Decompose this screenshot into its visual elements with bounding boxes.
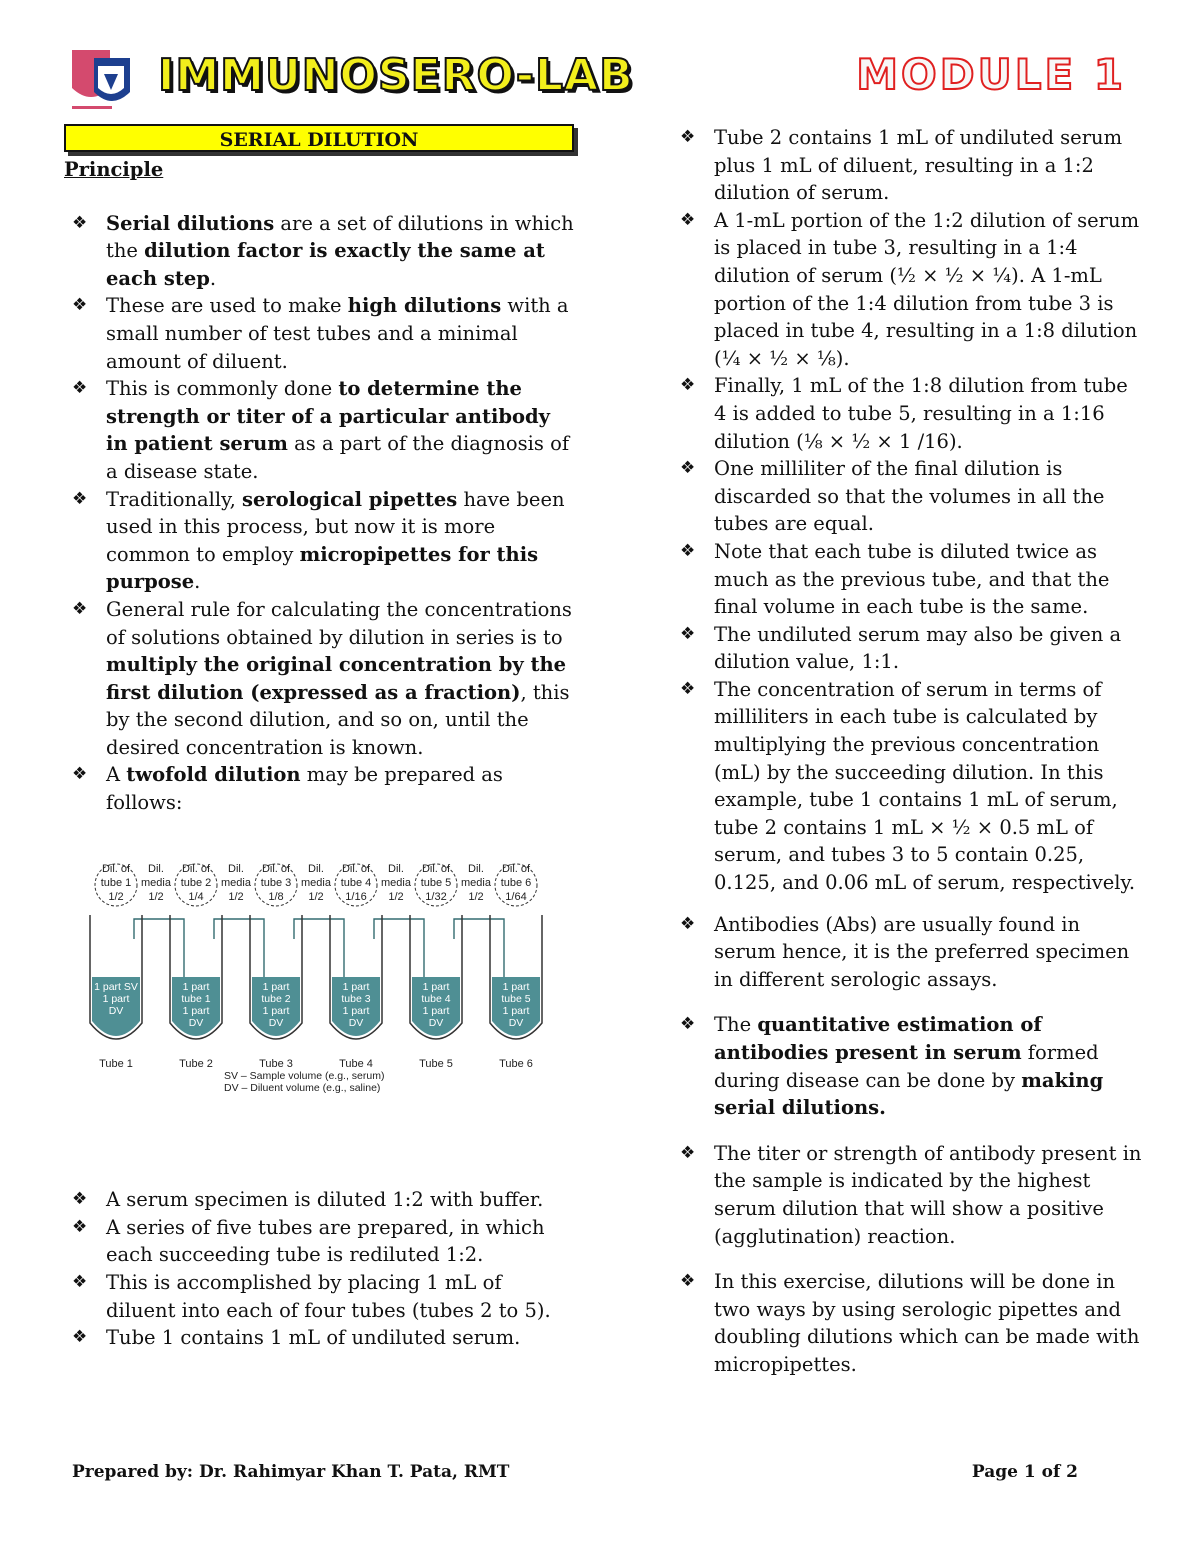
- text: A series of five tubes are prepared, in which each succeeding tube is rediluted 1:2.: [106, 1215, 545, 1267]
- dilution-label-line1: Dil.: [388, 862, 404, 875]
- tube-name: Tube 2: [179, 1057, 213, 1070]
- bullet-item: [64, 1214, 576, 1269]
- bullet-item: [64, 375, 576, 485]
- school-logo: [64, 44, 136, 116]
- tube-content-label: DV: [348, 1016, 364, 1029]
- bullet-item: [672, 538, 1142, 621]
- dilution-label-line1: Dil. of: [421, 862, 451, 875]
- bullet-item: [672, 1268, 1142, 1378]
- dilution-label-line2: tube 1: [100, 876, 132, 889]
- dilution-label-line2: media: [461, 876, 491, 889]
- tube-content-label: DV: [108, 1004, 124, 1017]
- dilution-label-line1: Dil.: [148, 862, 164, 875]
- dilution-label-line3: 1/16: [345, 890, 367, 903]
- text: as a part of the diagnosis of a disease state.: [106, 432, 570, 483]
- dilution-label-line1: Dil.: [308, 862, 324, 875]
- bullet-item: [64, 210, 576, 293]
- dilution-label-line1: Dil. of: [261, 862, 291, 875]
- bold-text: Serial dilutions: [106, 211, 275, 235]
- tube-content-label: DV: [428, 1016, 444, 1029]
- dilution-label-line2: tube 3: [260, 876, 292, 889]
- text: Tube 2 contains 1 mL of undiluted serum plus 1 mL of diluent, resulting in a 1:2 dilution of serum.: [714, 126, 1123, 205]
- text: .: [209, 266, 217, 290]
- tube-content-label: 1 part: [502, 980, 530, 993]
- dilution-label-line1: Dil. of: [181, 862, 211, 875]
- diamond-bullet-icon: ❖: [680, 458, 696, 479]
- module-label: MODULE 1: [856, 50, 1126, 99]
- tube-content-label: 1 part: [422, 1004, 450, 1017]
- bold-text: making serial dilutions.: [714, 1068, 1104, 1120]
- bold-text: high dilutions: [347, 294, 502, 318]
- diamond-bullet-icon: ❖: [680, 127, 696, 147]
- diagram-legend: SV – Sample volume (e.g., serum): [224, 1069, 385, 1082]
- notes-list: [672, 911, 1142, 1379]
- text: A 1-mL portion of the 1:2 dilution of serum is placed in tube 3, resulting in a 1:4 dilution of serum (½ × ½ × ¼). A 1-mL portion of the 1:4 dilution from tube 3 is placed in tube 4, resulting in a 1:8 dilution (¼ × ½ × ⅛).: [714, 208, 1140, 370]
- bold-text: dilution factor is exactly the same at each step: [106, 239, 545, 290]
- principle-list: [64, 210, 576, 817]
- diamond-bullet-icon: ❖: [680, 209, 696, 230]
- tube-content-label: 1 part SV: [94, 980, 138, 993]
- bold-text: quantitative estimation of antibodies present in serum: [714, 1013, 1042, 1064]
- tube-content-label: tube 1: [181, 992, 211, 1005]
- serial-dilution-diagram: [86, 853, 576, 1093]
- text: have been used in this process, but now it is more common to employ: [106, 487, 565, 566]
- text: Note that each tube is diluted twice as much as the previous tube, and that the final volume in each tube is the same.: [714, 539, 1110, 619]
- tube-content-label: 1 part: [102, 992, 130, 1005]
- tube-content-label: DV: [188, 1016, 204, 1029]
- tube-name: Tube 3: [259, 1057, 293, 1070]
- diamond-bullet-icon: ❖: [72, 764, 88, 785]
- section-title: SERIAL DILUTION: [64, 124, 574, 152]
- diamond-bullet-icon: ❖: [72, 488, 88, 509]
- dilution-label-line3: 1/32: [425, 890, 447, 903]
- tube-content-label: 1 part: [422, 980, 450, 993]
- bullet-item: [672, 1011, 1142, 1121]
- dilution-label-line3: 1/2: [388, 890, 404, 903]
- text: with a small number of test tubes and a minimal amount of diluent.: [106, 294, 569, 373]
- dilution-label-line1: Dil. of: [101, 862, 131, 875]
- bullet-item: [64, 1324, 576, 1352]
- tube-name: Tube 4: [339, 1057, 373, 1070]
- bullet-item: [672, 372, 1142, 455]
- bullet-item: [672, 911, 1142, 994]
- dilution-label-line3: 1/2: [228, 890, 244, 903]
- principle-heading: Principle: [64, 158, 164, 181]
- dilution-label-line1: Dil.: [468, 862, 484, 875]
- bullet-item: [672, 1140, 1142, 1250]
- dilution-label-line2: media: [301, 876, 331, 889]
- diamond-bullet-icon: ❖: [680, 678, 696, 699]
- left-column: [64, 124, 576, 1352]
- text: One milliliter of the final dilution is discarded so that the volumes in all the tubes are equal.: [714, 457, 1105, 536]
- diamond-bullet-icon: ❖: [72, 1272, 88, 1293]
- tube-content-label: tube 5: [501, 992, 531, 1005]
- tube-content-label: tube 2: [261, 992, 291, 1005]
- diamond-bullet-icon: ❖: [680, 375, 696, 396]
- diamond-bullet-icon: ❖: [72, 598, 88, 619]
- diagram-legend: DV – Diluent volume (e.g., saline): [224, 1081, 381, 1093]
- text: These are used to make: [106, 294, 348, 318]
- text: formed during disease can be done by: [714, 1041, 1099, 1092]
- text: General rule for calculating the concentrations of solutions obtained by dilution in series is to: [106, 597, 572, 649]
- bold-text: serological pipettes: [241, 487, 458, 511]
- bold-text: micropipettes for this purpose: [106, 542, 539, 594]
- dilution-label-line2: media: [221, 876, 251, 889]
- text: This is accomplished by placing 1 mL of diluent into each of four tubes (tubes 2 to 5).: [106, 1271, 551, 1322]
- tube-content-label: DV: [268, 1016, 284, 1029]
- diamond-bullet-icon: ❖: [680, 540, 696, 561]
- tube-name: Tube 1: [99, 1057, 133, 1070]
- dilution-label-line2: media: [141, 876, 171, 889]
- tube-content-label: 1 part: [342, 980, 370, 993]
- bold-text: multiply the original concentration by the first dilution (expressed as a fraction): [106, 653, 567, 704]
- diamond-bullet-icon: ❖: [680, 913, 696, 934]
- dilution-label-line3: 1/2: [148, 890, 164, 903]
- page-number: Page 1 of 2: [971, 1462, 1078, 1482]
- dilution-label-line2: tube 4: [340, 876, 372, 889]
- tube-content-label: 1 part: [262, 980, 290, 993]
- text: Traditionally,: [106, 487, 242, 511]
- bullet-item: [672, 207, 1142, 373]
- bullet-item: [64, 1269, 576, 1324]
- text: The titer or strength of antibody present in the sample is indicated by the highest serum dilution that will show a positive (agglutination) reaction.: [714, 1141, 1142, 1248]
- text: , this by the second dilution, and so on, until the desired concentration is known.: [106, 680, 570, 759]
- dilution-label-line3: 1/2: [468, 890, 484, 903]
- dilution-label-line3: 1/2: [308, 890, 324, 903]
- bullet-item: [64, 596, 576, 762]
- bullet-item: [64, 1186, 576, 1214]
- tube-content-label: DV: [508, 1016, 524, 1029]
- diamond-bullet-icon: ❖: [680, 1014, 696, 1035]
- dilution-label-line1: Dil. of: [501, 862, 531, 875]
- text: The undiluted serum may also be given a dilution value, 1:1.: [714, 622, 1122, 674]
- procedure-list-continued: [672, 124, 1142, 897]
- tube-content-label: tube 3: [341, 992, 371, 1005]
- bullet-item: [64, 761, 576, 816]
- tube-content-label: 1 part: [502, 1004, 530, 1017]
- lab-title: IMMUNOSERO-LAB: [158, 50, 634, 101]
- bullet-item: [672, 621, 1142, 676]
- tube-content-label: 1 part: [182, 1004, 210, 1017]
- text: The: [714, 1013, 758, 1037]
- dilution-label-line1: Dil. of: [341, 862, 371, 875]
- dilution-label-line3: 1/4: [188, 890, 204, 903]
- dilution-label-line3: 1/64: [505, 890, 527, 903]
- dilution-label-line3: 1/2: [108, 890, 124, 903]
- bold-text: twofold dilution: [126, 763, 301, 787]
- diamond-bullet-icon: ❖: [72, 378, 88, 399]
- diamond-bullet-icon: ❖: [72, 212, 88, 233]
- bullet-item: [64, 486, 576, 596]
- text: Tube 1 contains 1 mL of undiluted serum.: [106, 1326, 521, 1350]
- diamond-bullet-icon: ❖: [680, 623, 696, 644]
- tube-content-label: 1 part: [262, 1004, 290, 1017]
- dilution-label-line2: tube 6: [500, 876, 532, 889]
- tube-content-label: tube 4: [421, 992, 451, 1005]
- text: The concentration of serum in terms of milliliters in each tube is calculated by multiplying the previous concentration (mL) by the succeeding dilution. In this example, tube 1 contains 1 mL of serum, tube 2 contains 1 mL × ½ × 0.5 mL of serum, and tubes 3 to 5 contain 0.25, 0.125, and 0.06 mL of serum, respectively.: [714, 677, 1136, 895]
- dilution-label-line2: media: [381, 876, 411, 889]
- dilution-label-line2: tube 2: [180, 876, 212, 889]
- bullet-item: [64, 292, 576, 375]
- diamond-bullet-icon: ❖: [72, 1327, 88, 1348]
- tube-name: Tube 5: [419, 1057, 453, 1070]
- diamond-bullet-icon: ❖: [680, 1271, 696, 1292]
- bullet-item: [672, 124, 1142, 207]
- text: In this exercise, dilutions will be done in two ways by using serologic pipettes and doubling dilutions which can be made with micropipettes.: [714, 1270, 1140, 1376]
- text: .: [194, 570, 201, 594]
- diamond-bullet-icon: ❖: [72, 1216, 88, 1237]
- dilution-label-line3: 1/8: [268, 890, 284, 903]
- diamond-bullet-icon: ❖: [680, 1142, 696, 1163]
- bullet-item: [672, 676, 1142, 897]
- bold-text: to determine the strength or titer of a particular antibody in patient serum: [106, 377, 550, 456]
- tube-content-label: 1 part: [182, 980, 210, 993]
- text: A: [106, 763, 127, 787]
- right-column: [672, 124, 1142, 1379]
- text: may be prepared as follows:: [106, 763, 503, 815]
- tube-name: Tube 6: [499, 1057, 533, 1070]
- dilution-label-line1: Dil.: [228, 862, 244, 875]
- text: Finally, 1 mL of the 1:8 dilution from tube 4 is added to tube 5, resulting in a 1:16 dilution (⅛ × ½ × 1 /16).: [714, 374, 1128, 453]
- dilution-label-line2: tube 5: [420, 876, 452, 889]
- diamond-bullet-icon: ❖: [72, 295, 88, 316]
- text: This is commonly done: [106, 377, 339, 401]
- procedure-list: [64, 1186, 576, 1352]
- prepared-by: Prepared by: Dr. Rahimyar Khan T. Pata, RMT: [72, 1462, 510, 1482]
- tube-content-label: 1 part: [342, 1004, 370, 1017]
- text: are a set of dilutions in which the: [106, 211, 574, 263]
- bullet-item: [672, 455, 1142, 538]
- diamond-bullet-icon: ❖: [72, 1189, 88, 1210]
- text: Antibodies (Abs) are usually found in serum hence, it is the preferred specimen in different serologic assays.: [714, 912, 1130, 991]
- text: A serum specimen is diluted 1:2 with buffer.: [106, 1188, 544, 1212]
